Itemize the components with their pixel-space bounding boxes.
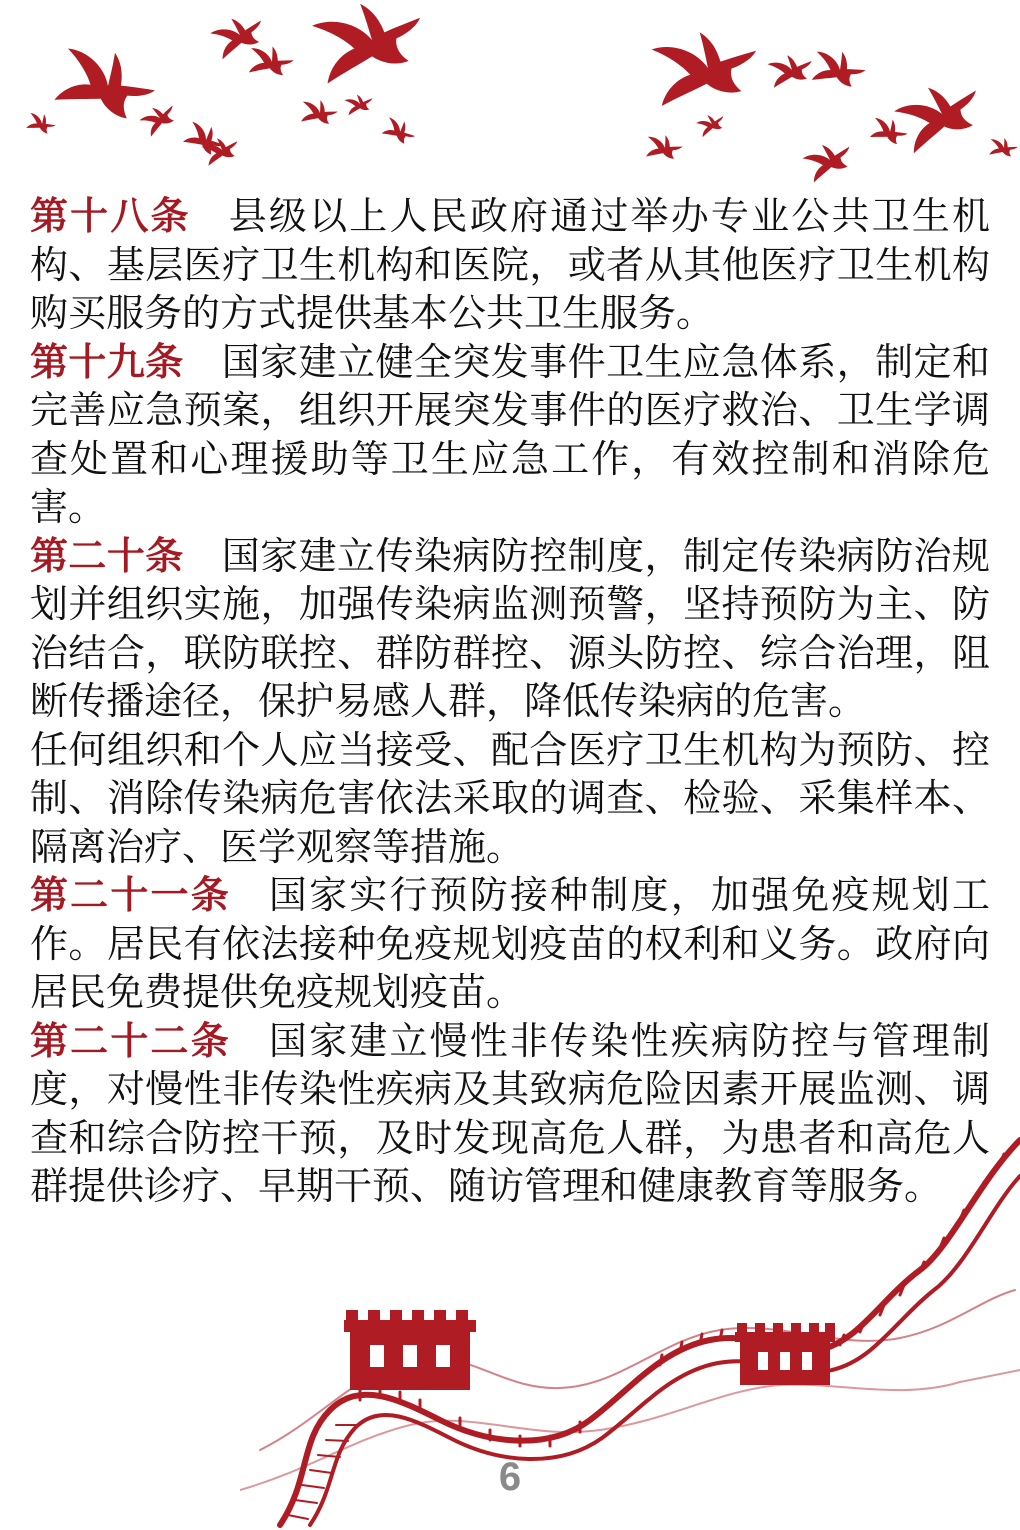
article-text: 县级以上人民政府通过举办专业公共卫生机构、基层医疗卫生机构和医院，或者从其他医疗卫生机构购买服务的方式提供基本公共卫生服务。 [30,194,990,335]
article-paragraph [30,1017,990,1211]
article-paragraph [30,192,990,338]
article-text: 任何组织和个人应当接受、配合医疗卫生机构为预防、控制、消除传染病危害依法采取的调查、检验、采集样本、隔离治疗、医学观察等措施。 [30,727,990,869]
article-title: 第十八条 [30,194,191,238]
article-text: 国家实行预防接种制度，加强免疫规划工作。居民有依法接种免疫规划疫苗的权利和义务。政府向居民免费提供免疫规划疫苗。 [30,873,990,1014]
flying-birds-icon [0,0,1020,190]
article-18 [30,192,990,338]
page-number: 6 [498,1455,522,1499]
article-title: 第二十一条 [30,873,231,917]
article-20 [30,532,990,872]
article-paragraph [30,726,990,872]
article-title: 第二十二条 [30,1018,231,1063]
article-title: 第二十条 [30,533,184,578]
article-paragraph [30,871,990,1017]
article-text: 国家建立慢性非传染性疾病防控与管理制度，对慢性非传染性疾病及其致病危险因素开展监测、调查和综合防控干预，及时发现高危人群，为患者和高危人群提供诊疗、早期干预、随访管理和健康教育等服务。 [30,1018,990,1208]
article-text: 国家建立健全突发事件卫生应急体系，制定和完善应急预案，组织开展突发事件的医疗救治、卫生学调查处置和心理援助等卫生应急工作，有效控制和消除危害。 [30,339,990,529]
article-text: 国家建立传染病防控制度，制定传染病防治规划并组织实施，加强传染病监测预警，坚持预防为主、防治结合，联防联控、群防群控、源头防控、综合治理，阻断传播途径，保护易感人群，降低传染病的危害。 [30,533,990,723]
article-21 [30,871,990,1017]
article-paragraph [30,338,990,532]
article-title: 第十九条 [30,339,184,384]
law-content [30,192,990,1211]
article-22 [30,1017,990,1211]
article-paragraph [30,532,990,726]
article-19 [30,338,990,532]
